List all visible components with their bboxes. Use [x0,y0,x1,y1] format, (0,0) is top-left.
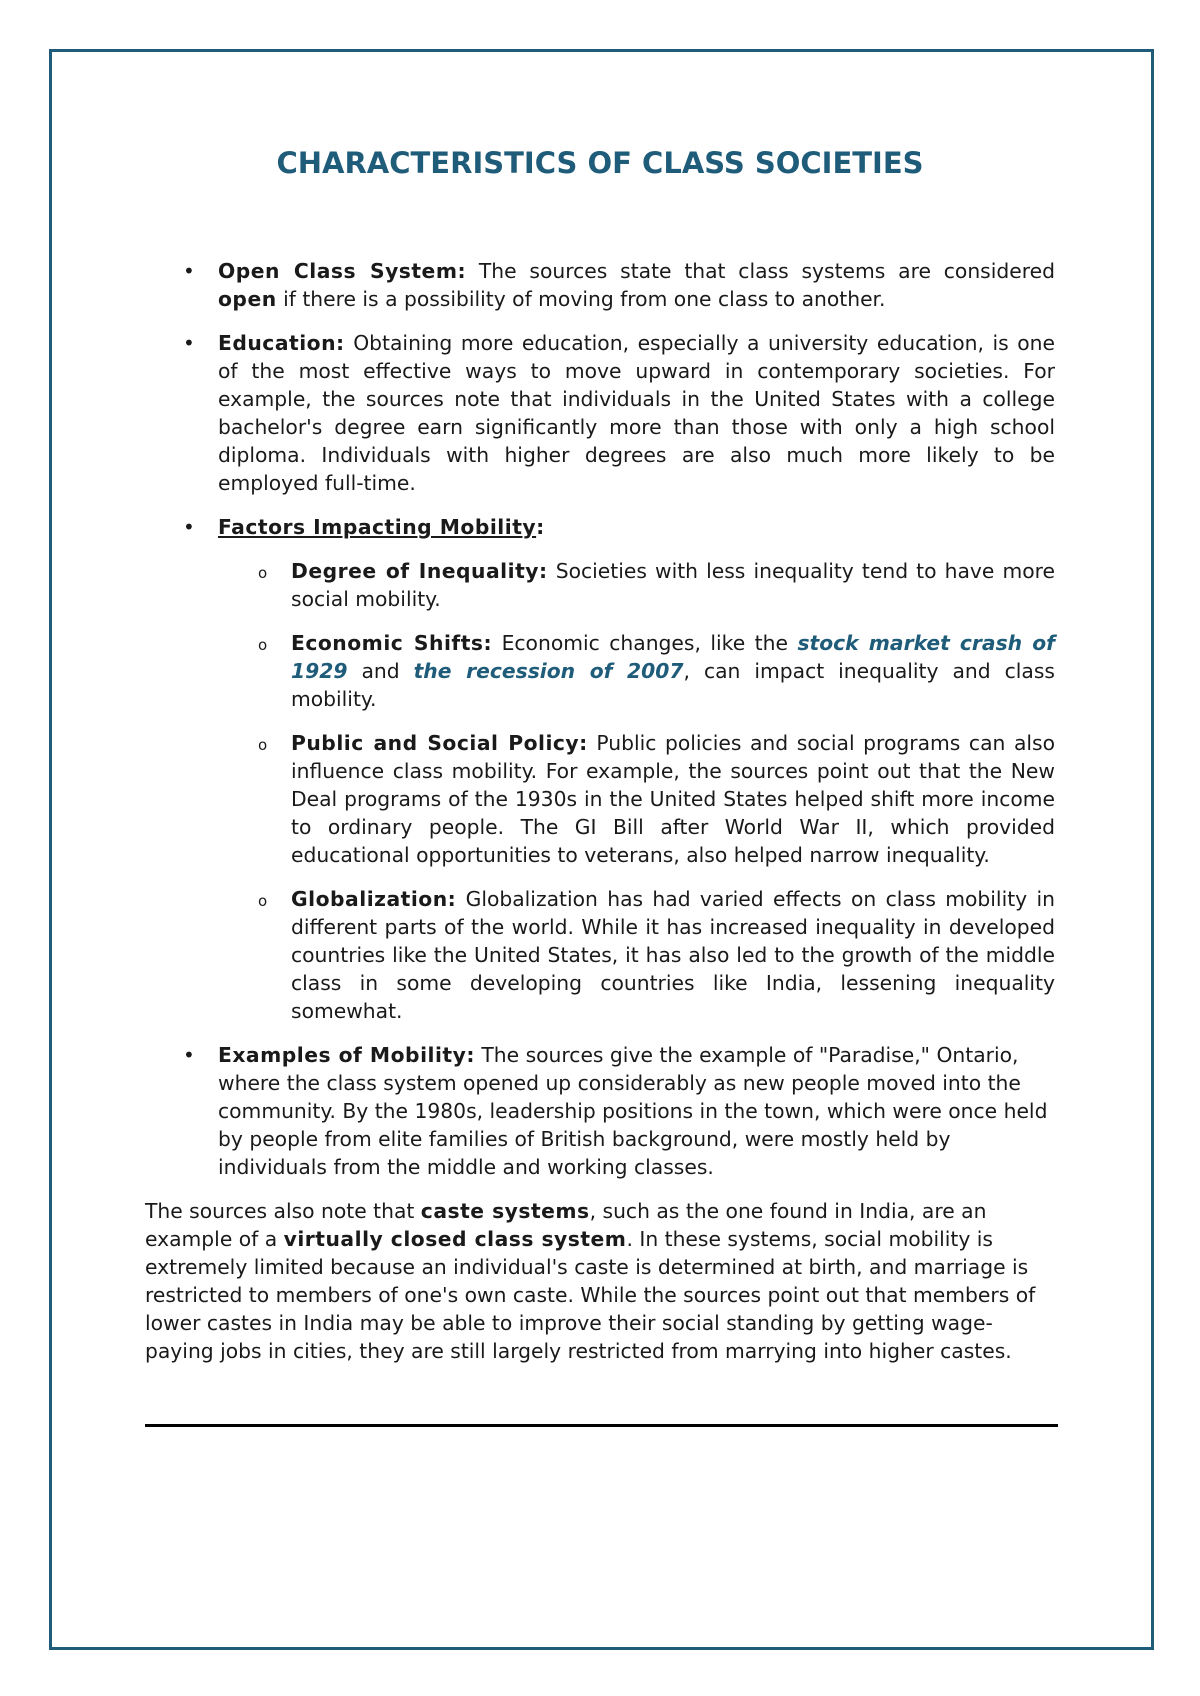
closing-paragraph [145,1197,1055,1365]
bullet-education [145,329,1055,497]
horizontal-rule [145,1424,1058,1427]
bullet-icon: • [183,259,195,283]
heading-colon: : [536,515,545,539]
sub-bullet-globalization [218,885,1055,1025]
sub-bullet-lead: Degree of Inequality: [291,559,548,583]
bold-term: open [218,287,277,311]
bullet-lead: Examples of Mobility: [218,1043,475,1067]
bold-term: caste systems [420,1199,590,1223]
sub-bullet-text: Economic changes, like the [492,631,798,655]
bullet-text: The sources give the example of "Paradise," Ontario, where the class system opened up considerably as new people moved into the community. By the 1980s, leadership positions in the town, which were once held by people from elite families of British background, were mostly held by individuals from the middle and working classes. [218,1043,1048,1179]
sub-bullet-list [218,557,1055,1025]
bullet-icon: • [183,331,195,355]
bold-term: virtually closed class system [283,1227,627,1251]
highlight-term: stock market crash of 1929 [291,631,1055,683]
paragraph-text: The sources also note that [145,1199,421,1223]
bullet-text: The sources state that class systems are considered [466,259,1055,283]
sub-bullet-icon: o [258,892,268,910]
bullet-text: Obtaining more education, especially a university education, is one of the most effective ways to move upward in contemporary societies. For example, the sources note that individuals in the United States with a college bachelor's degree earn significantly more than those with only a high school diploma. Individuals with higher degrees are also much more likely to be employed full-time. [218,331,1055,495]
sub-bullet-lead: Globalization: [291,887,457,911]
highlight-term: the recession of 2007 [413,659,684,683]
bullet-lead: Open Class System: [218,259,467,283]
paragraph-text: . In these systems, social mobility is extremely limited because an individual's caste is determined at birth, and marriage is restricted to members of one's own caste. While the sources point out that members of lower castes in India may be able to improve their social standing by getting wage-paying jobs in cities, they are still largely restricted from marrying into higher castes. [145,1227,1036,1363]
page-title: CHARACTERISTICS OF CLASS SOCIETIES [276,146,924,180]
bullet-list [145,257,1055,1181]
sub-bullet-text: , can impact inequality and class mobility. [291,659,1055,711]
sub-bullet-icon: o [258,736,268,754]
sub-bullet-inequality [218,557,1055,613]
section-heading: Factors Impacting Mobility [218,515,537,539]
sub-bullet-lead: Public and Social Policy: [291,731,588,755]
document-body [145,257,1055,1365]
bullet-text: if there is a possibility of moving from one class to another. [276,287,886,311]
paragraph-text: , such as the one found in India, are an example of a [145,1199,987,1251]
bullet-open-class-system [145,257,1055,313]
sub-bullet-icon: o [258,564,268,582]
sub-bullet-text: Societies with less inequality tend to have more social mobility. [291,559,1056,611]
sub-bullet-text: Public policies and social programs can also influence class mobility. For example, the sources point out that the New Deal programs of the 1930s in the United States helped shift more income to ordinary people. The GI Bill after World War II, which provided educational opportunities to veterans, also helped narrow inequality. [291,731,1056,867]
bullet-lead: Education: [218,331,345,355]
sub-bullet-lead: Economic Shifts: [291,631,493,655]
sub-bullet-text: and [347,659,414,683]
bullet-icon: • [183,515,195,539]
bullet-icon: • [183,1043,195,1067]
bullet-examples-of-mobility [145,1041,1055,1181]
sub-bullet-text: Globalization has had varied effects on class mobility in different parts of the world. While it has increased inequality in developed countries like the United States, it has also led to the growth of the middle class in some developing countries like India, lessening inequality somewhat. [291,887,1055,1023]
sub-bullet-icon: o [258,636,268,654]
sub-bullet-public-policy [218,729,1055,869]
sub-bullet-economic-shifts [218,629,1055,713]
bullet-factors-impacting-mobility [145,513,1055,1025]
